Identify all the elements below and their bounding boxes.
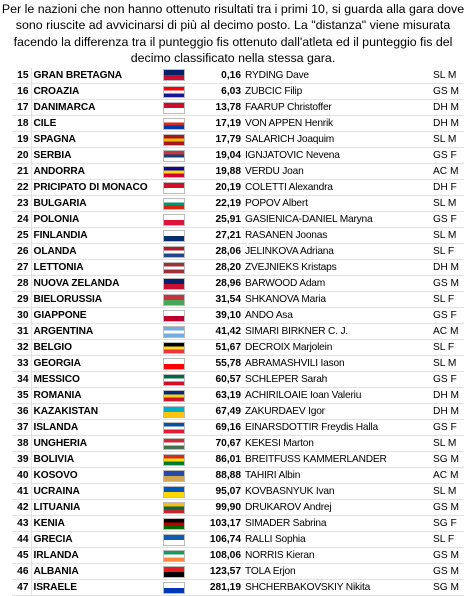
race-cell: GS M (431, 500, 464, 516)
nation-cell: ANDORRA (31, 164, 155, 180)
flag-cell (155, 84, 192, 100)
rank-cell: 21 (12, 164, 31, 180)
nation-cell: GRAN BRETAGNA (31, 68, 155, 84)
athlete-cell: SHKANOVA Maria (243, 292, 431, 308)
points-cell: 88,88 (192, 468, 243, 484)
race-cell: GS F (431, 148, 464, 164)
race-cell: SL M (431, 356, 464, 372)
rank-cell: 34 (12, 372, 31, 388)
flag-cell (155, 132, 192, 148)
table-row (12, 452, 464, 468)
race-cell: SL F (431, 532, 464, 548)
table-row (12, 180, 464, 196)
flag-cell (155, 244, 192, 260)
athlete-cell: SIMADER Sabrina (243, 516, 431, 532)
race-cell: DH M (431, 116, 464, 132)
serbia-flag (163, 150, 185, 162)
race-cell: DH F (431, 180, 464, 196)
athlete-cell: NORRIS Kieran (243, 548, 431, 564)
table-row (12, 372, 464, 388)
argentina-flag (163, 326, 185, 338)
table-row (12, 484, 464, 500)
flag-cell (155, 164, 192, 180)
points-cell: 69,16 (192, 420, 243, 436)
rank-cell: 33 (12, 356, 31, 372)
athlete-cell: POPOV Albert (243, 196, 431, 212)
points-cell: 20,19 (192, 180, 243, 196)
points-cell: 108,06 (192, 548, 243, 564)
points-cell: 70,67 (192, 436, 243, 452)
rank-cell: 44 (12, 532, 31, 548)
rank-cell: 43 (12, 516, 31, 532)
nation-cell: GRECIA (31, 532, 155, 548)
nation-cell: IRLANDA (31, 548, 155, 564)
athlete-cell: TAHIRI Albin (243, 468, 431, 484)
nation-cell: CILE (31, 116, 155, 132)
rank-cell: 45 (12, 548, 31, 564)
race-cell: SL F (431, 292, 464, 308)
table-row (12, 196, 464, 212)
rank-cell: 30 (12, 308, 31, 324)
points-cell: 13,78 (192, 100, 243, 116)
points-cell: 39,10 (192, 308, 243, 324)
rank-cell: 16 (12, 84, 31, 100)
athlete-cell: GASIENICA-DANIEL Maryna (243, 212, 431, 228)
flag-cell (155, 404, 192, 420)
athlete-cell: FAARUP Christoffer (243, 100, 431, 116)
table-row (12, 260, 464, 276)
nation-cell: LETTONIA (31, 260, 155, 276)
nation-cell: FINLANDIA (31, 228, 155, 244)
rank-cell: 29 (12, 292, 31, 308)
kosovo-flag (163, 470, 185, 482)
athlete-cell: ZVEJNIEKS Kristaps (243, 260, 431, 276)
table-row (12, 500, 464, 516)
nation-cell: SPAGNA (31, 132, 155, 148)
table-row (12, 68, 464, 84)
rank-cell: 22 (12, 180, 31, 196)
uk-flag (163, 69, 185, 81)
points-cell: 19,88 (192, 164, 243, 180)
athlete-cell: SIMARI BIRKNER C. J. (243, 324, 431, 340)
athlete-cell: SHCHERBAKOVSKIY Nikita (243, 580, 431, 596)
ukraine-flag (163, 486, 185, 498)
poland-flag (163, 214, 185, 226)
athlete-cell: KOVBASNYUK Ivan (243, 484, 431, 500)
athlete-cell: BREITFUSS KAMMERLANDER (243, 452, 431, 468)
table-row (12, 580, 464, 596)
rank-cell: 42 (12, 500, 31, 516)
flag-cell (155, 292, 192, 308)
flag-cell (155, 516, 192, 532)
points-cell: 95,07 (192, 484, 243, 500)
table-row (12, 468, 464, 484)
rank-cell: 32 (12, 340, 31, 356)
flag-cell (155, 468, 192, 484)
points-cell: 28,96 (192, 276, 243, 292)
athlete-cell: RYDING Dave (243, 68, 431, 84)
albania-flag (163, 566, 185, 578)
athlete-cell: VERDU Joan (243, 164, 431, 180)
points-cell: 60,57 (192, 372, 243, 388)
andorra-flag (163, 166, 185, 178)
flag-cell (155, 340, 192, 356)
kazakhstan-flag (163, 406, 185, 418)
rank-cell: 24 (12, 212, 31, 228)
race-cell: SL M (431, 68, 464, 84)
new-zealand-flag (163, 278, 185, 290)
nation-cell: DANIMARCA (31, 100, 155, 116)
monaco-flag (163, 182, 185, 194)
nation-cell: BULGARIA (31, 196, 155, 212)
flag-cell (155, 436, 192, 452)
rank-cell: 47 (12, 580, 31, 596)
race-cell: GS F (431, 372, 464, 388)
athlete-cell: ANDO Asa (243, 308, 431, 324)
table-row (12, 244, 464, 260)
points-cell: 123,57 (192, 564, 243, 580)
points-cell: 106,74 (192, 532, 243, 548)
table-row (12, 212, 464, 228)
points-cell: 31,54 (192, 292, 243, 308)
race-cell: GS M (431, 564, 464, 580)
race-cell: AC M (431, 468, 464, 484)
nation-cell: LITUANIA (31, 500, 155, 516)
flag-cell (155, 308, 192, 324)
lithuania-flag (163, 502, 185, 514)
athlete-cell: TOLA Erjon (243, 564, 431, 580)
belarus-flag (163, 294, 185, 306)
points-cell: 6,03 (192, 84, 243, 100)
points-cell: 41,42 (192, 324, 243, 340)
flag-cell (155, 580, 192, 596)
athlete-cell: SALARICH Joaquim (243, 132, 431, 148)
race-cell: SG M (431, 580, 464, 596)
nation-cell: GEORGIA (31, 356, 155, 372)
table-row (12, 228, 464, 244)
table-row (12, 404, 464, 420)
points-cell: 28,06 (192, 244, 243, 260)
rank-cell: 41 (12, 484, 31, 500)
athlete-cell: ZAKURDAEV Igor (243, 404, 431, 420)
hungary-flag (163, 438, 185, 450)
table-row (12, 164, 464, 180)
points-cell: 19,04 (192, 148, 243, 164)
race-cell: GS F (431, 212, 464, 228)
nation-cell: OLANDA (31, 244, 155, 260)
race-cell: GS F (431, 420, 464, 436)
rank-cell: 40 (12, 468, 31, 484)
croatia-flag (163, 86, 185, 98)
latvia-flag (163, 262, 185, 274)
flag-cell (155, 148, 192, 164)
race-cell: AC M (431, 164, 464, 180)
race-cell: SL F (431, 244, 464, 260)
athlete-cell: RALLI Sophia (243, 532, 431, 548)
rank-cell: 17 (12, 100, 31, 116)
points-cell: 28,20 (192, 260, 243, 276)
points-cell: 27,21 (192, 228, 243, 244)
netherlands-flag (163, 246, 185, 258)
denmark-flag (163, 102, 185, 114)
romania-flag (163, 390, 185, 402)
table-row (12, 100, 464, 116)
rank-cell: 37 (12, 420, 31, 436)
nation-cell: BIELORUSSIA (31, 292, 155, 308)
flag-cell (155, 452, 192, 468)
nation-cell: BELGIO (31, 340, 155, 356)
nation-cell: UNGHERIA (31, 436, 155, 452)
table-row (12, 116, 464, 132)
points-cell: 99,90 (192, 500, 243, 516)
points-cell: 281,19 (192, 580, 243, 596)
rank-cell: 31 (12, 324, 31, 340)
race-cell: GS M (431, 84, 464, 100)
flag-cell (155, 180, 192, 196)
flag-cell (155, 116, 192, 132)
flag-cell (155, 212, 192, 228)
iceland-flag (163, 422, 185, 434)
rank-cell: 23 (12, 196, 31, 212)
points-cell: 25,91 (192, 212, 243, 228)
table-row (12, 276, 464, 292)
athlete-cell: EINARSDOTTIR Freydis Halla (243, 420, 431, 436)
athlete-cell: ACHIRILOAIE Ioan Valeriu (243, 388, 431, 404)
rank-cell: 26 (12, 244, 31, 260)
flag-cell (155, 500, 192, 516)
race-cell: SL M (431, 436, 464, 452)
athlete-cell: KEKESI Marton (243, 436, 431, 452)
belgium-flag (163, 342, 185, 354)
points-cell: 51,67 (192, 340, 243, 356)
table-row (12, 148, 464, 164)
ireland-flag (163, 550, 185, 562)
race-cell: DH M (431, 404, 464, 420)
bolivia-flag (163, 454, 185, 466)
nation-cell: NUOVA ZELANDA (31, 276, 155, 292)
table-row (12, 324, 464, 340)
rank-cell: 46 (12, 564, 31, 580)
table-row (12, 420, 464, 436)
athlete-cell: BARWOOD Adam (243, 276, 431, 292)
flag-cell (155, 196, 192, 212)
flag-cell (155, 484, 192, 500)
athlete-cell: DECROIX Marjolein (243, 340, 431, 356)
flag-cell (155, 532, 192, 548)
athlete-cell: JELINKOVA Adriana (243, 244, 431, 260)
chile-flag (163, 118, 185, 130)
nation-cell: ARGENTINA (31, 324, 155, 340)
rank-cell: 28 (12, 276, 31, 292)
table-row (12, 84, 464, 100)
race-cell: DH M (431, 260, 464, 276)
race-cell: SL M (431, 132, 464, 148)
nation-cell: ALBANIA (31, 564, 155, 580)
flag-cell (155, 388, 192, 404)
nation-cell: SERBIA (31, 148, 155, 164)
results-table (12, 68, 464, 596)
rank-cell: 38 (12, 436, 31, 452)
nation-cell: UCRAINA (31, 484, 155, 500)
table-row (12, 388, 464, 404)
flag-cell (155, 564, 192, 580)
nation-cell: KENIA (31, 516, 155, 532)
rank-cell: 18 (12, 116, 31, 132)
athlete-cell: VON APPEN Henrik (243, 116, 431, 132)
nation-cell: ISLANDA (31, 420, 155, 436)
intro-text: Per le nazioni che non hanno ottenuto risultati tra i primi 10, si guarda alla gara dove sono riuscite ad avvicinarsi di più al decimo posto. La "distanza" viene misurata facendo la differenza tra il punteggio fis ottenuto dall'atleta ed il punteggio fis del decimo classificato nella stessa gara. (1, 2, 465, 66)
athlete-cell: SCHLEPER Sarah (243, 372, 431, 388)
athlete-cell: ZUBCIC Filip (243, 84, 431, 100)
nation-cell: KAZAKISTAN (31, 404, 155, 420)
points-cell: 22,19 (192, 196, 243, 212)
rank-cell: 15 (12, 68, 31, 84)
nation-cell: KOSOVO (31, 468, 155, 484)
table-row (12, 516, 464, 532)
flag-cell (155, 356, 192, 372)
rank-cell: 19 (12, 132, 31, 148)
points-cell: 103,17 (192, 516, 243, 532)
finland-flag (163, 230, 185, 242)
bulgaria-flag (163, 198, 185, 210)
flag-cell (155, 100, 192, 116)
flag-cell (155, 372, 192, 388)
table-row (12, 308, 464, 324)
rank-cell: 35 (12, 388, 31, 404)
points-cell: 17,79 (192, 132, 243, 148)
athlete-cell: ABRAMASHVILI Iason (243, 356, 431, 372)
nation-cell: PRICIPATO DI MONACO (31, 180, 155, 196)
kenya-flag (163, 518, 185, 530)
israel-flag (163, 582, 185, 594)
race-cell: SL M (431, 484, 464, 500)
race-cell: GS M (431, 276, 464, 292)
rank-cell: 39 (12, 452, 31, 468)
nation-cell: POLONIA (31, 212, 155, 228)
race-cell: SL M (431, 196, 464, 212)
flag-cell (155, 420, 192, 436)
points-cell: 67,49 (192, 404, 243, 420)
race-cell: SG F (431, 516, 464, 532)
nation-cell: CROAZIA (31, 84, 155, 100)
table-row (12, 532, 464, 548)
rank-cell: 27 (12, 260, 31, 276)
japan-flag (163, 310, 185, 322)
points-cell: 55,78 (192, 356, 243, 372)
table-row (12, 292, 464, 308)
race-cell: SL F (431, 340, 464, 356)
race-cell: DH M (431, 100, 464, 116)
points-cell: 0,16 (192, 68, 243, 84)
flag-cell (155, 548, 192, 564)
nation-cell: MESSICO (31, 372, 155, 388)
athlete-cell: COLETTI Alexandra (243, 180, 431, 196)
nation-cell: ROMANIA (31, 388, 155, 404)
athlete-cell: RASANEN Joonas (243, 228, 431, 244)
race-cell: DH M (431, 388, 464, 404)
points-cell: 17,19 (192, 116, 243, 132)
flag-cell (155, 276, 192, 292)
race-cell: GS F (431, 308, 464, 324)
georgia-flag (163, 358, 185, 370)
rank-cell: 25 (12, 228, 31, 244)
table-row (12, 436, 464, 452)
table-row (12, 132, 464, 148)
nation-cell: GIAPPONE (31, 308, 155, 324)
table-row (12, 356, 464, 372)
flag-cell (155, 324, 192, 340)
spain-flag (163, 134, 185, 146)
race-cell: SG M (431, 452, 464, 468)
flag-cell (155, 260, 192, 276)
race-cell: SL M (431, 228, 464, 244)
race-cell: AC M (431, 324, 464, 340)
table-row (12, 564, 464, 580)
mexico-flag (163, 374, 185, 386)
flag-cell (155, 228, 192, 244)
rank-cell: 20 (12, 148, 31, 164)
rank-cell: 36 (12, 404, 31, 420)
athlete-cell: DRUKAROV Andrej (243, 500, 431, 516)
flag-cell (155, 68, 192, 84)
athlete-cell: IGNJATOVIC Nevena (243, 148, 431, 164)
race-cell: GS M (431, 548, 464, 564)
table-row (12, 340, 464, 356)
points-cell: 63,19 (192, 388, 243, 404)
points-cell: 86,01 (192, 452, 243, 468)
greece-flag (163, 534, 185, 546)
table-row (12, 548, 464, 564)
results-body (12, 68, 464, 596)
nation-cell: ISRAELE (31, 580, 155, 596)
nation-cell: BOLIVIA (31, 452, 155, 468)
